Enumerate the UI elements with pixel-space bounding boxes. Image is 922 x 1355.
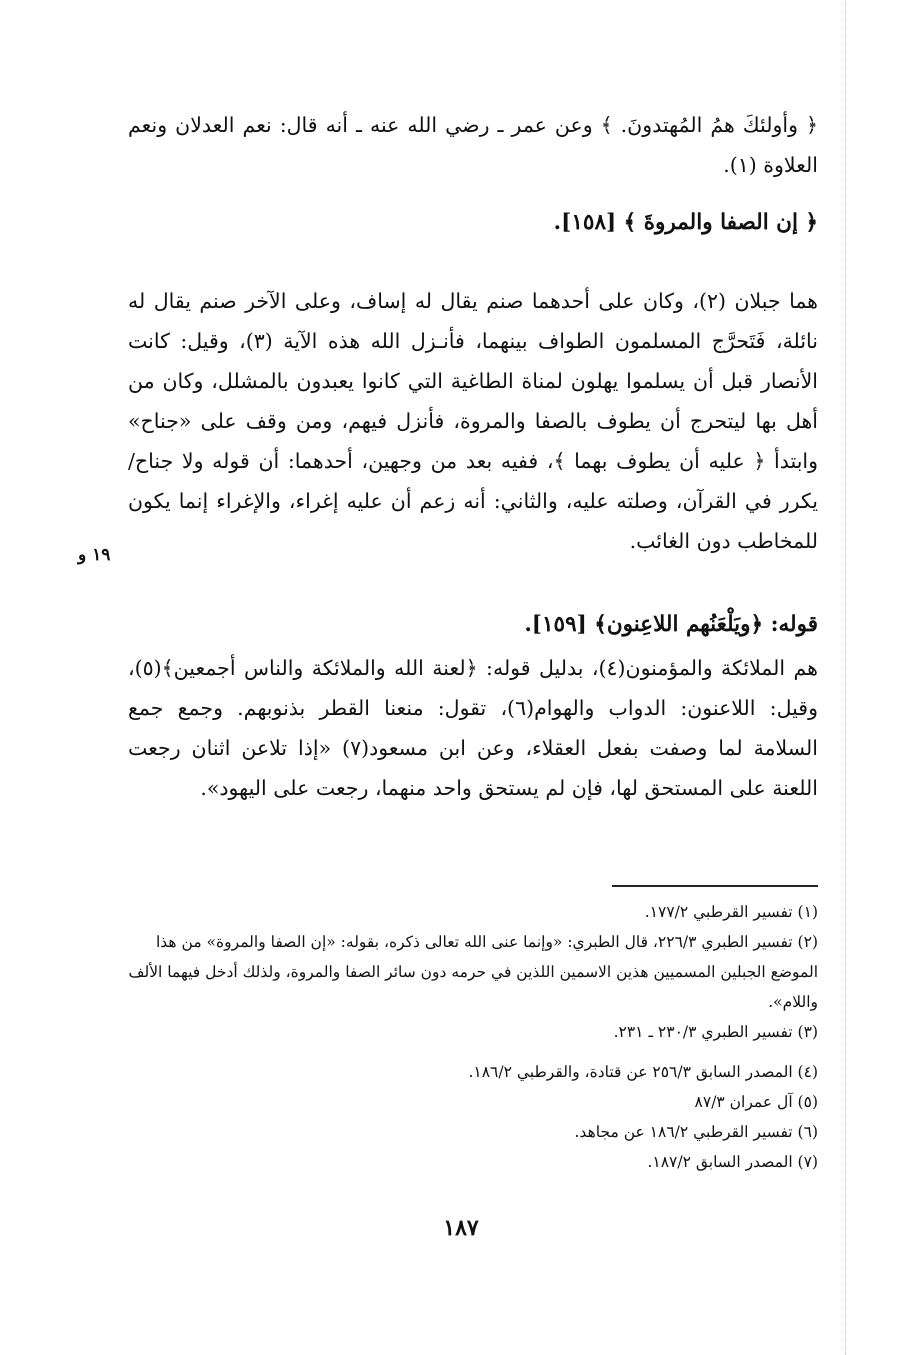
footnote-1: (١) تفسير القرطبي ١٧٧/٢. bbox=[644, 903, 818, 921]
paragraph-159: هم الملائكة والمؤمنون(٤)، بدليل قوله: ﴿لعنة الله والملائكة والناس أجمعين﴾(٥)، وقيل: اللاعنون: الدواب والهوام(٦)، تقول: منعنا القطر بذنوبهم. وجمع جمع السلامة لما وصفت بفعل العقلاء، وعن ابن مسعود(٧) «إذا تلاعن اثنان رجعت اللعنة على المستحق لها، فإن لم يستحق واحد منهما، رجعت على اليهود». bbox=[128, 656, 819, 800]
margin-folio-note: ١٩ و bbox=[78, 545, 111, 565]
footnote-6: (٦) تفسير القرطبي ١٨٦/٢ عن مجاهد. bbox=[574, 1123, 818, 1141]
footnote-3: (٣) تفسير الطبري ٢٣٠/٣ ـ ٢٣١. bbox=[613, 1023, 818, 1041]
footnote-4: (٤) المصدر السابق ٢٥٦/٣ عن قتادة، والقرطبي ١٨٦/٢. bbox=[468, 1063, 818, 1081]
footnote-5: (٥) آل عمران ٨٧/٣ bbox=[694, 1093, 818, 1111]
footnote-7: (٧) المصدر السابق ١٨٧/٢. bbox=[647, 1153, 818, 1171]
paragraph-158: هما جبلان (٢)، وكان على أحدهما صنم يقال له إساف، وعلى الآخر صنم يقال له نائلة، فَتَحرَّج المسلمون الطواف بينهما، فأنـزل الله هذه الآية (٣)، وقيل: كانت الأنصار قبل أن يسلموا يهلون لمناة الطاغية التي كانوا يعبدون بالمشلل، وكان من أهل بها ليتحرج أن يطوف بالصفا والمروة، فأنزل فيهم، ومن وقف على «جناح» وابتدأ ﴿ عليه أن يطوف بهما ﴾، ففيه بعد من وجهين، أحدهما: أن قوله ولا جناح/ يكرر في القرآن، وصلته عليه، والثاني: أنه زعم أن عليه إغراء، والإغراء إنما يكون للمخاطب دون الغائب. bbox=[128, 289, 818, 553]
footnote-2: (٢) تفسير الطبري ٢٢٦/٣، قال الطبري: «وإنما عنى الله تعالى ذكره، بقوله: «إن الصفا والمروة» من هذا الموضع الجبلين المسميين هذين الاسمين اللذين في حرمه دون سائر الصفا والمروة، ولذلك أدخل فيهما الألف واللام». bbox=[128, 933, 818, 1011]
scan-edge-line bbox=[845, 0, 846, 1355]
verse-heading-158: ﴿ إن الصفا والمروةَ ﴾ [١٥٨]. bbox=[553, 210, 818, 235]
footnotes-list bbox=[128, 897, 818, 1177]
footnote-separator bbox=[612, 885, 818, 887]
opening-paragraph: ﴿ وأولئكَ همُ المُهتدونَ. ﴾ وعن عمر ـ رضي الله عنه ـ أنه قال: نعم العدلان ونعم العلاوة (١). bbox=[128, 113, 818, 177]
page-number: ١٨٧ bbox=[443, 1215, 479, 1241]
verse-heading-159: قوله: ﴿ويَلْعَنُهم اللاعِنون﴾ [١٥٩]. bbox=[524, 612, 818, 637]
